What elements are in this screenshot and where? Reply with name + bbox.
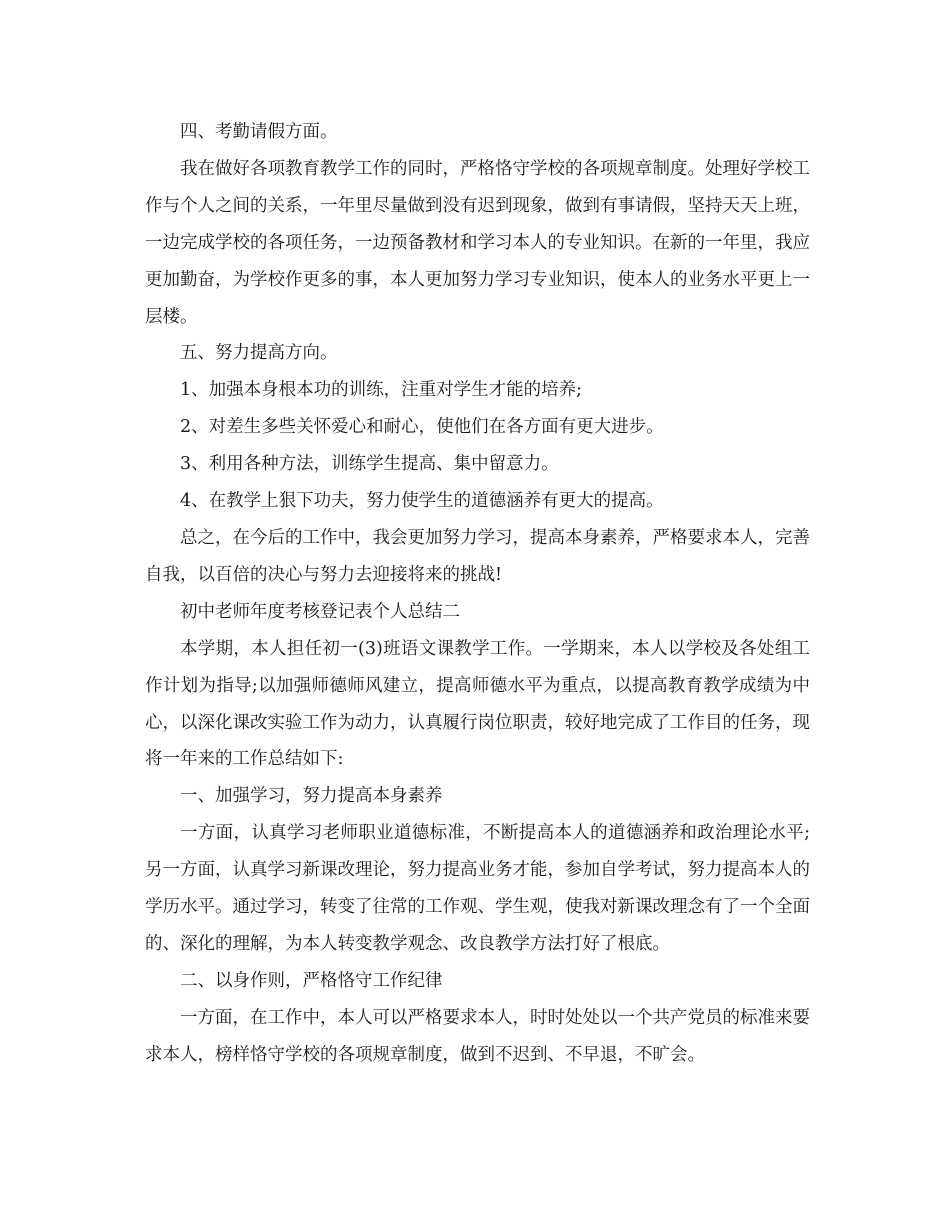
list-item-4: 4、在教学上狠下功夫，努力使学生的道德涵养有更大的提高。: [180, 491, 664, 512]
list-item-1: 1、加强本身根本功的训练，注重对学生才能的培养;: [180, 380, 583, 401]
paragraph-study-body: 一方面，认真学习老师职业道德标准，不断提高本人的道德涵养和政治理论水平;另一方面，认真学习新课改理论，努力提高业务才能，参加自学考试，努力提高本人的学历水平。通过学习，转变了往常的工作观、学生观，使我对新课改理念有了一个全面的、深化的理解，为本人转变教学观念、改良教学方法打好了根底。: [145, 823, 810, 954]
paragraph-intro: 本学期，本人担任初一(3)班语文课教学工作。一学期来，本人以学校及各处组工作计划为指导;以加强师德师风建立，提高师德水平为重点，以提高教育教学成绩为中心，以深化课改实验工作为动力，认真履行岗位职责，较好地完成了工作目的任务，现将一年来的工作总结如下:: [145, 638, 810, 770]
list-item-3: 3、利用各种方法，训练学生提高、集中留意力。: [180, 454, 559, 475]
section-heading-discipline: 二、以身作则，严格恪守工作纪律: [180, 970, 443, 991]
section-heading-study: 一、加强学习，努力提高本身素养: [180, 786, 443, 807]
section-heading-attendance: 四、考勤请假方面。: [180, 122, 338, 142]
paragraph-discipline-body: 一方面，在工作中，本人可以严格要求本人，时时处处以一个共产党员的标准来要求本人，榜样恪守学校的各项规章制度，做到不迟到、不早退，不旷会。: [145, 1007, 810, 1065]
document-subtitle: 初中老师年度考核登记表个人总结二: [180, 601, 460, 622]
paragraph-conclusion: 总之，在今后的工作中，我会更加努力学习，提高本身素养，严格要求本人，完善自我，以百倍的决心与努力去迎接将来的挑战!: [145, 527, 810, 585]
paragraph-attendance-body: 我在做好各项教育教学工作的同时，严格恪守学校的各项规章制度。处理好学校工作与个人之间的关系，一年里尽量做到没有迟到现象，做到有事请假，坚持天天上班，一边完成学校的各项任务，一边预备教材和学习本人的专业知识。在新的一年里，我应更加勤奋，为学校作更多的事，本人更加努力学习专业知识，使本人的业务水平更上一层楼。: [145, 158, 810, 327]
document-body: [145, 114, 810, 1074]
section-heading-improvement: 五、努力提高方向。: [180, 343, 338, 364]
list-item-2: 2、对差生多些关怀爱心和耐心，使他们在各方面有更大进步。: [180, 417, 664, 438]
